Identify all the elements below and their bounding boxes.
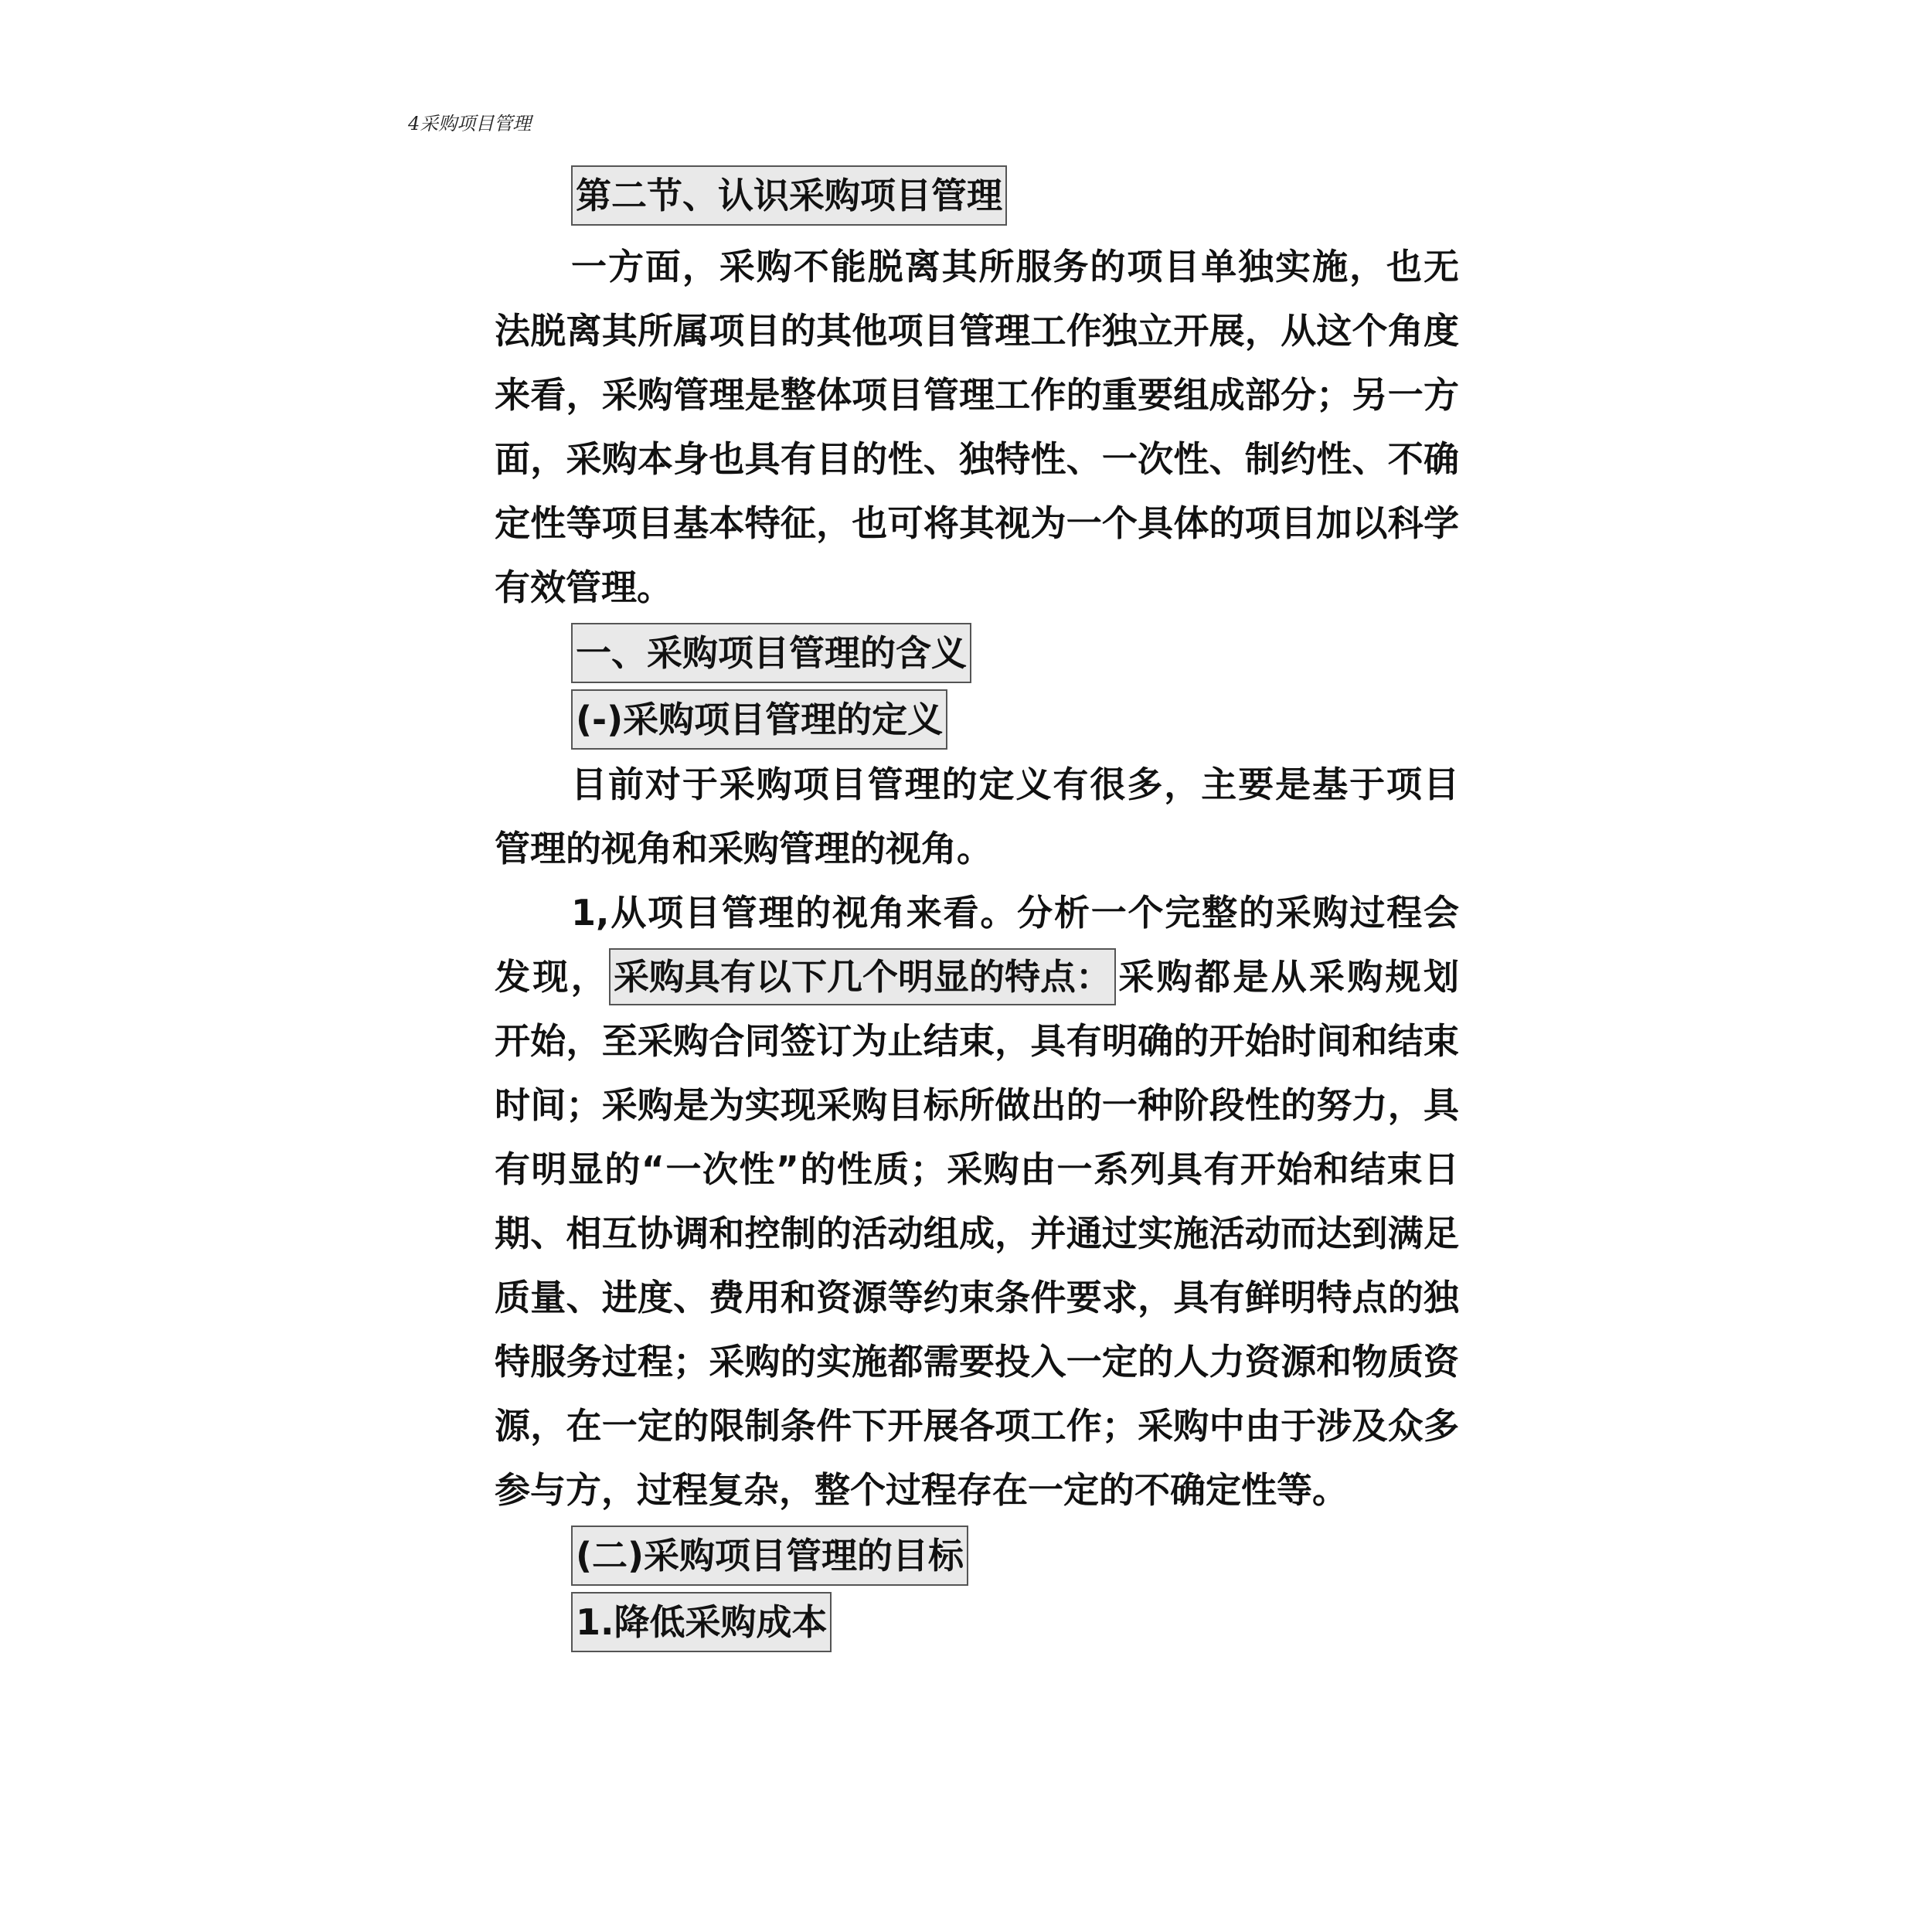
project-view-rest: 采购都是从采购规划开始，至采购合同签订为止结束，具有明确的开始时间和结束时间；采购是为实现采购目标所做出的一种阶段性的努力，具有明显的“一次性”的性质；采购由一系列具有开始和结束日期、相互协调和控制的活动组成，并通过实施活动而达到满足质量、进度、费用和资源等约束条件要求，具有鲜明特点的独特服务过程；采购的实施都需要投入一定的人力资源和物质资源，在一定的限制条件下开展各项工作；采购中由于涉及众多参与方，过程复杂，整个过程存在一定的不确定性等。 [495,956,1459,1511]
project-view-paragraph [495,881,1459,1522]
document-body [495,162,1459,1655]
subsection-title-definition: (-)采购项目管理的定义 [571,689,947,750]
goal-heading [571,1589,1459,1655]
subsection-heading-goals [571,1522,1459,1589]
section-heading [571,162,1459,229]
project-view-lead: 1,从项目管理的视角来看。分析一个完整的采购过程会发现， [495,892,1459,998]
part-heading [571,620,1459,686]
section-title: 第二节、认识采购项目管理 [571,165,1007,226]
running-header: 4采购项目管理 [408,113,532,134]
subsection-title-goals: (二)采购项目管理的目标 [571,1526,968,1586]
intro-paragraph: 一方面，采购不能脱离其所服务的项目单独实施，也无法脱离其所属项目的其他项目管理工作独立开展，从这个角度来看，采购管理是整体项目管理工作的重要组成部分；另一方面，采购本身也具有目的性、独特性、一次性、制约性、不确定性等项目基本特征，也可将其视为一个具体的项目加以科学有效管理。 [495,246,1459,608]
subsection-heading-definition [571,686,1459,753]
highlight-features: 采购具有以下几个明显的特点： [609,948,1116,1005]
goal-title: 1.降低采购成本 [571,1592,832,1652]
definition-paragraph: 目前对于采购项目管理的定义有很多，主要是基于项目管理的视角和采购管理的视角。 [495,764,1459,869]
part-title: 一、采购项目管理的含义 [571,623,971,683]
